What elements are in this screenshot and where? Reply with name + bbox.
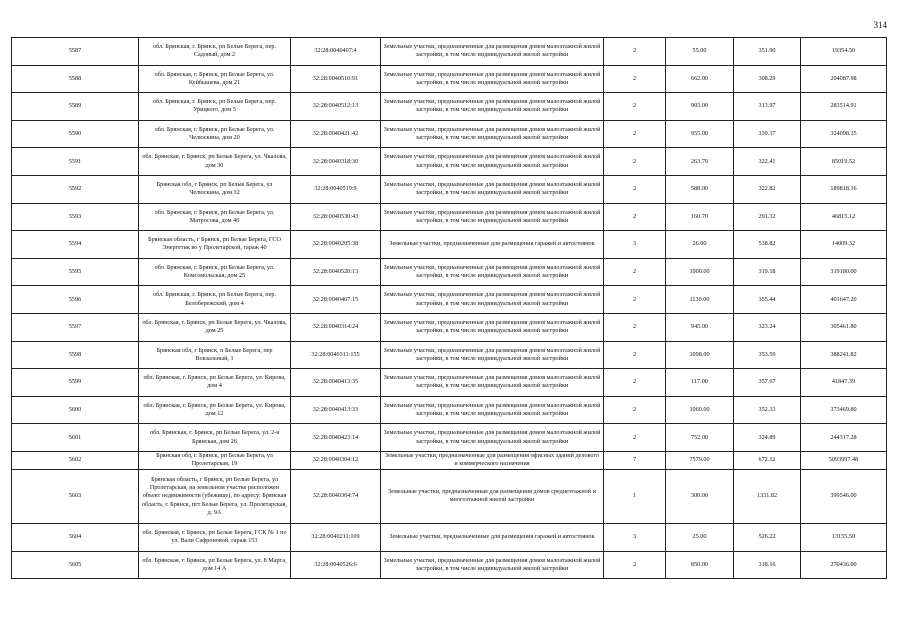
- row-number: 5592: [12, 175, 139, 203]
- specific-value-cell: 353.59: [734, 341, 801, 369]
- row-number: 5587: [12, 38, 139, 66]
- category-cell: 2: [604, 396, 666, 424]
- cadastral-value-cell: 283514.91: [801, 93, 887, 121]
- category-cell: 7: [604, 451, 666, 469]
- category-cell: 2: [604, 93, 666, 121]
- cadastral-number-cell: 32:28:0040519:9: [291, 175, 381, 203]
- area-cell: 752.00: [666, 424, 734, 452]
- land-use-cell: Земельные участки, предназначенные для размещения домов малоэтажной жилой застройки, в том числе индивидуальной жилой застройки: [381, 120, 604, 148]
- specific-value-cell: 339.37: [734, 120, 801, 148]
- cadastral-value-cell: 399546.00: [801, 469, 887, 523]
- cadastral-number-cell: 32:28:0040520:13: [291, 258, 381, 286]
- land-use-cell: Земельные участки, предназначенные для размещения домов малоэтажной жилой застройки, в том числе индивидуальной жилой застройки: [381, 551, 604, 579]
- land-use-cell: Земельные участки, предназначенные для размещения домов малоэтажной жилой застройки, в том числе индивидуальной жилой застройки: [381, 65, 604, 93]
- category-cell: 3: [604, 523, 666, 551]
- address-cell: обл. Брянская, г. Брянск, рп Белые Берега, ГСК № 1 по ул. Вали Сафроновой, гараж 153: [139, 523, 291, 551]
- land-use-cell: Земельные участки, предназначенные для размещения домов среднеэтажной и многоэтажной жилой застройки: [381, 469, 604, 523]
- specific-value-cell: 357.67: [734, 369, 801, 397]
- cadastral-number-cell: 32:28:0040423:14: [291, 424, 381, 452]
- row-number: 5598: [12, 341, 139, 369]
- category-cell: 2: [604, 203, 666, 231]
- category-cell: 2: [604, 341, 666, 369]
- area-cell: 1098.00: [666, 341, 734, 369]
- land-use-cell: Земельные участки, предназначенные для размещения домов малоэтажной жилой застройки, в том числе индивидуальной жилой застройки: [381, 369, 604, 397]
- specific-value-cell: 324.89: [734, 424, 801, 452]
- area-cell: 7579.00: [666, 451, 734, 469]
- address-cell: обл. Брянская, г. Брянск, рп Белые Берега, ул. 8 Марта, дом 14 А: [139, 551, 291, 579]
- land-use-cell: Земельные участки, предназначенные для размещения домов малоэтажной жилой застройки, в том числе индивидуальной жилой застройки: [381, 286, 604, 314]
- specific-value-cell: 1331.82: [734, 469, 801, 523]
- row-number: 5588: [12, 65, 139, 93]
- address-cell: обл. Брянская, г. Брянск, рп Белые Берега, ул. Комсомольская, дом 25: [139, 258, 291, 286]
- cadastral-number-cell: 32:28:0040318:30: [291, 148, 381, 176]
- category-cell: 2: [604, 286, 666, 314]
- specific-value-cell: 322.82: [734, 175, 801, 203]
- specific-value-cell: 313.97: [734, 93, 801, 121]
- table-row: [12, 203, 887, 231]
- cadastral-value-cell: 19354.50: [801, 38, 887, 66]
- cadastral-number-cell: 32:28:0040314:24: [291, 313, 381, 341]
- cadastral-value-cell: 270436.00: [801, 551, 887, 579]
- row-number: 5601: [12, 424, 139, 452]
- category-cell: 3: [604, 231, 666, 259]
- cadastral-value-cell: 13155.50: [801, 523, 887, 551]
- area-cell: 588.00: [666, 175, 734, 203]
- specific-value-cell: 308.29: [734, 65, 801, 93]
- category-cell: 2: [604, 369, 666, 397]
- cadastral-number-cell: 32:28:0040407:4: [291, 38, 381, 66]
- land-use-cell: Земельные участки, предназначенные для размещения домов малоэтажной жилой застройки, в том числе индивидуальной жилой застройки: [381, 93, 604, 121]
- category-cell: 2: [604, 148, 666, 176]
- cadastral-value-cell: 319180.00: [801, 258, 887, 286]
- cadastral-value-cell: 388241.82: [801, 341, 887, 369]
- area-cell: 850.00: [666, 551, 734, 579]
- address-cell: Брянская область, г Брянск, рп Белые Берега, ГСО Энергетик во у Пролетарской, гараж 40: [139, 231, 291, 259]
- address-cell: Брянская обл, г Брянск, п Белые Берега, пер Вокзальный, 1: [139, 341, 291, 369]
- address-cell: обл. Брянская, г. Брянск, рп Белые Берега, ул. Чкалова, дом 25: [139, 313, 291, 341]
- specific-value-cell: 318.16: [734, 551, 801, 579]
- area-cell: 903.00: [666, 93, 734, 121]
- cadastral-value-cell: 204087.98: [801, 65, 887, 93]
- cadastral-value-cell: 5093997.48: [801, 451, 887, 469]
- row-number: 5597: [12, 313, 139, 341]
- row-number: 5604: [12, 523, 139, 551]
- area-cell: 300.00: [666, 469, 734, 523]
- table-row: [12, 258, 887, 286]
- area-cell: 26.00: [666, 231, 734, 259]
- cadastral-value-cell: 244317.28: [801, 424, 887, 452]
- row-number: 5593: [12, 203, 139, 231]
- land-use-cell: Земельные участки, предназначенные для размещения гаражей и автостоянок: [381, 523, 604, 551]
- specific-value-cell: 538.82: [734, 231, 801, 259]
- address-cell: Брянская обл, г Брянск, рп Белые Берега, ул Челюскина, дом 32: [139, 175, 291, 203]
- page-number: 314: [873, 20, 887, 30]
- cadastral-number-cell: 32:28:0040311:155: [291, 341, 381, 369]
- cadastral-number-cell: 32:28:0040512:13: [291, 93, 381, 121]
- specific-value-cell: 351.90: [734, 38, 801, 66]
- table-row: [12, 148, 887, 176]
- specific-value-cell: 323.24: [734, 313, 801, 341]
- address-cell: обл. Брянская, г. Брянск, рп Белые Берега, пер. Урицкого, дом 5: [139, 93, 291, 121]
- cadastral-value-cell: 189818.16: [801, 175, 887, 203]
- area-cell: 1000.00: [666, 258, 734, 286]
- cadastral-value-cell: 373469.80: [801, 396, 887, 424]
- area-cell: 662.00: [666, 65, 734, 93]
- row-number: 5590: [12, 120, 139, 148]
- cadastral-value-cell: 85019.52: [801, 148, 887, 176]
- table-row: [12, 313, 887, 341]
- land-use-cell: Земельные участки, предназначенные для размещения домов малоэтажной жилой застройки, в том числе индивидуальной жилой застройки: [381, 424, 604, 452]
- specific-value-cell: 291.32: [734, 203, 801, 231]
- cadastral-value-cell: 305461.80: [801, 313, 887, 341]
- row-number: 5599: [12, 369, 139, 397]
- specific-value-cell: 526.22: [734, 523, 801, 551]
- area-cell: 117.00: [666, 369, 734, 397]
- cadastral-number-cell: 32:28:0040211:109: [291, 523, 381, 551]
- category-cell: 1: [604, 469, 666, 523]
- specific-value-cell: 355.44: [734, 286, 801, 314]
- address-cell: обл. Брянская, г. Брянск, рп Белые Берега, ул. 2-я Брянская, дом 26: [139, 424, 291, 452]
- row-number: 5596: [12, 286, 139, 314]
- category-cell: 2: [604, 258, 666, 286]
- table-row: [12, 451, 887, 469]
- land-use-cell: Земельные участки, предназначенные для размещения домов малоэтажной жилой застройки, в том числе индивидуальной жилой застройки: [381, 38, 604, 66]
- table-row: [12, 369, 887, 397]
- land-use-cell: Земельные участки, предназначенные для размещения домов малоэтажной жилой застройки, в том числе индивидуальной жилой застройки: [381, 203, 604, 231]
- land-use-cell: Земельные участки, предназначенные для размещения домов малоэтажной жилой застройки, в том числе индивидуальной жилой застройки: [381, 396, 604, 424]
- cadastral-number-cell: 32:28:0040526:6: [291, 551, 381, 579]
- cadastral-value-cell: 14009.32: [801, 231, 887, 259]
- cadastral-number-cell: 32:28:0040530:43: [291, 203, 381, 231]
- row-number: 5603: [12, 469, 139, 523]
- table-row: [12, 231, 887, 259]
- row-number: 5595: [12, 258, 139, 286]
- specific-value-cell: 319.18: [734, 258, 801, 286]
- address-cell: обл. Брянская, г. Брянск, рп Белые Берега, пер. Садовый, дом 2: [139, 38, 291, 66]
- table-row: [12, 551, 887, 579]
- table-row: [12, 286, 887, 314]
- table-body: [12, 38, 887, 579]
- category-cell: 2: [604, 38, 666, 66]
- area-cell: 1130.00: [666, 286, 734, 314]
- row-number: 5600: [12, 396, 139, 424]
- land-use-cell: Земельные участки, предназначенные для размещения домов малоэтажной жилой застройки, в том числе индивидуальной жилой застройки: [381, 148, 604, 176]
- category-cell: 2: [604, 120, 666, 148]
- table-row: [12, 341, 887, 369]
- cadastral-value-cell: 46815.12: [801, 203, 887, 231]
- table-row: [12, 38, 887, 66]
- address-cell: Брянская обл, г. Брянск, рп Белые Берега, ул Пролетарская, 19: [139, 451, 291, 469]
- area-cell: 160.70: [666, 203, 734, 231]
- cadastral-number-cell: 32:28:0040413:33: [291, 396, 381, 424]
- row-number: 5605: [12, 551, 139, 579]
- cadastral-value-cell: 324098.35: [801, 120, 887, 148]
- address-cell: обл. Брянская, г. Брянск, рп Белые Берега, ул. Челюскина, дом 20: [139, 120, 291, 148]
- land-use-cell: Земельные участки, предназначенные для размещения офисных зданий делового и коммерческого назначения: [381, 451, 604, 469]
- table-row: [12, 396, 887, 424]
- table-row: [12, 424, 887, 452]
- cadastral-value-cell: 401647.20: [801, 286, 887, 314]
- specific-value-cell: 352.33: [734, 396, 801, 424]
- table-row: [12, 523, 887, 551]
- category-cell: 2: [604, 551, 666, 579]
- land-use-cell: Земельные участки, предназначенные для размещения домов малоэтажной жилой застройки, в том числе индивидуальной жилой застройки: [381, 313, 604, 341]
- address-cell: Брянская область, г Брянск, рп Белые Берега, ул Пролетарская, на земельном участке расположен объект недвижимости (убежище), по адресу: Брянская область, г. Брянск, пгт Белые Берега, ул. Пролетарская, д. 9А: [139, 469, 291, 523]
- area-cell: 55.00: [666, 38, 734, 66]
- land-use-cell: Земельные участки, предназначенные для размещения домов малоэтажной жилой застройки, в том числе индивидуальной жилой застройки: [381, 175, 604, 203]
- land-registry-table: [11, 37, 887, 579]
- category-cell: 2: [604, 313, 666, 341]
- land-use-cell: Земельные участки, предназначенные для размещения гаражей и автостоянок: [381, 231, 604, 259]
- cadastral-value-cell: 41847.39: [801, 369, 887, 397]
- row-number: 5591: [12, 148, 139, 176]
- table-row: [12, 175, 887, 203]
- address-cell: обл. Брянская, г. Брянск, рп Белые Берега, ул. Кирова, дом 12: [139, 396, 291, 424]
- address-cell: обл. Брянская, г. Брянск, рп Белые Берега, ул. Матросова, дом 46: [139, 203, 291, 231]
- cadastral-number-cell: 32:28:0040510:91: [291, 65, 381, 93]
- cadastral-number-cell: 32:28:0040205:38: [291, 231, 381, 259]
- area-cell: 263.70: [666, 148, 734, 176]
- area-cell: 1060.00: [666, 396, 734, 424]
- category-cell: 2: [604, 175, 666, 203]
- area-cell: 955.00: [666, 120, 734, 148]
- row-number: 5602: [12, 451, 139, 469]
- address-cell: обл. Брянская, г. Брянск, рп Белые Берега, ул. Куйбышева, дом 21: [139, 65, 291, 93]
- table-row: [12, 65, 887, 93]
- table-row: [12, 469, 887, 523]
- land-use-cell: Земельные участки, предназначенные для размещения домов малоэтажной жилой застройки, в том числе индивидуальной жилой застройки: [381, 341, 604, 369]
- specific-value-cell: 322.41: [734, 148, 801, 176]
- cadastral-number-cell: 32:28:0040421:42: [291, 120, 381, 148]
- cadastral-number-cell: 32:28:0040407:15: [291, 286, 381, 314]
- cadastral-number-cell: 32:28:0040304:74: [291, 469, 381, 523]
- row-number: 5589: [12, 93, 139, 121]
- row-number: 5594: [12, 231, 139, 259]
- cadastral-number-cell: 32:28:0040304:12: [291, 451, 381, 469]
- area-cell: 25.00: [666, 523, 734, 551]
- category-cell: 2: [604, 424, 666, 452]
- table-row: [12, 120, 887, 148]
- category-cell: 2: [604, 65, 666, 93]
- address-cell: обл. Брянская, г. Брянск, рп Белые Берега, ул. Кирова, дом 4: [139, 369, 291, 397]
- cadastral-number-cell: 32:28:0040413:35: [291, 369, 381, 397]
- table-row: [12, 93, 887, 121]
- specific-value-cell: 672.12: [734, 451, 801, 469]
- address-cell: обл. Брянская, г. Брянск, рп Белые Берега, ул. Чкалова, дом 30: [139, 148, 291, 176]
- area-cell: 945.00: [666, 313, 734, 341]
- address-cell: обл. Брянская, г. Брянск, рп Белые Берега, пер. Белобережский, дом 4: [139, 286, 291, 314]
- land-use-cell: Земельные участки, предназначенные для размещения домов малоэтажной жилой застройки, в том числе индивидуальной жилой застройки: [381, 258, 604, 286]
